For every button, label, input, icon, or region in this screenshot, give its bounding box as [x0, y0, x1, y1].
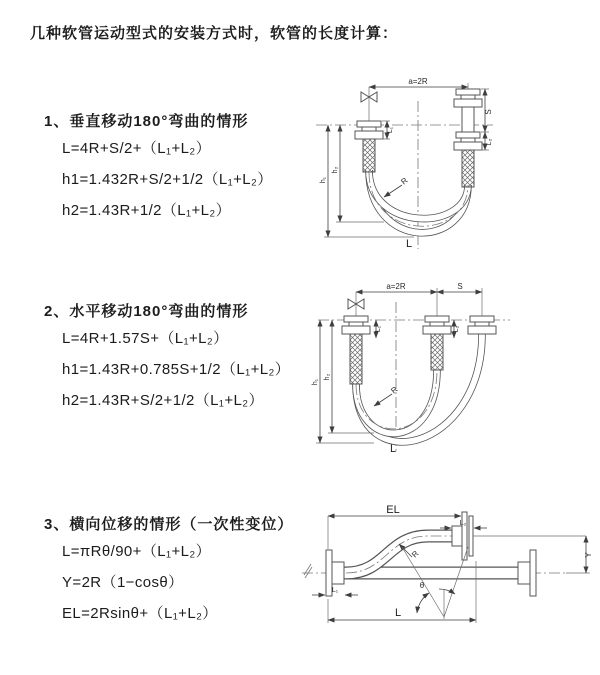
diagram-vertical-bend — [310, 75, 600, 260]
section-heading: 1、垂直移动180°弯曲的情形 — [44, 113, 249, 130]
dim-label-l2: L₂ — [453, 325, 460, 333]
dim-label-l1: L₁ — [387, 126, 394, 134]
diagram-vertical-bend-svg — [310, 75, 600, 255]
formula-length: L=πRθ/90+（L₁+L₂） — [62, 543, 211, 560]
dim-label-l1: L₁ — [375, 325, 382, 333]
dim-label-r: R — [410, 549, 421, 560]
dim-label-h1: h₁ — [312, 378, 319, 386]
section-horizontal-movement — [44, 300, 291, 409]
hose-u-bends — [356, 334, 482, 442]
dim-label-l1: L₁ — [331, 587, 339, 594]
dim-label-s: S — [457, 282, 463, 291]
dim-label-a2r: a=2R — [408, 77, 428, 86]
formula-h1: h1=1.43R+0.785S+1/2（L₁+L₂） — [62, 361, 291, 378]
section-lateral-displacement — [44, 513, 294, 622]
diagram-lateral-displacement — [298, 503, 598, 650]
dim-s — [437, 282, 482, 292]
radius-leader — [384, 176, 410, 197]
dim-l1 — [312, 587, 358, 595]
left-fitting — [355, 87, 383, 172]
dim-label-l2: L₂ — [486, 138, 493, 146]
dim-label-l2: L₂ — [459, 520, 467, 527]
dim-label-r: R — [389, 384, 400, 396]
formula-length: L=4R+1.57S+（L₁+L₂） — [62, 330, 229, 347]
angle-theta — [402, 547, 468, 619]
dim-label-h2: h₂ — [324, 373, 331, 381]
dim-a2r — [369, 77, 468, 89]
upper-flange — [452, 512, 586, 560]
section-heading: 2、水平移动180°弯曲的情形 — [44, 303, 249, 320]
braid-section — [350, 334, 362, 384]
dim-label-a2r: a=2R — [386, 282, 406, 291]
dim-label-r: R — [399, 175, 410, 187]
dim-l1 — [375, 320, 382, 338]
section-heading: 3、横向位移的情形（一次性变位） — [44, 516, 294, 533]
page-title: 几种软管运动型式的安装方式时，软管的长度计算： — [30, 25, 399, 42]
formula-length: L=4R+S/2+（L₁+L₂） — [62, 140, 212, 157]
right-flange — [518, 550, 536, 596]
formula-h1: h1=1.432R+S/2+1/2（L₁+L₂） — [62, 171, 273, 188]
dim-s-l2 — [475, 89, 493, 150]
diagram-horizontal-bend — [310, 280, 600, 465]
braid-section — [462, 150, 474, 187]
formula-h2: h2=1.43R+S/2+1/2（L₁+L₂） — [62, 392, 264, 409]
dim-label-h1: h₁ — [320, 176, 327, 184]
diagram-lateral-displacement-svg — [298, 503, 598, 645]
dim-label-theta: θ — [419, 581, 425, 590]
dim-l2 — [453, 320, 460, 338]
formula-h2: h2=1.43R+1/2（L₁+L₂） — [62, 202, 232, 219]
dim-l2 — [440, 520, 487, 528]
dim-label-l: L — [390, 443, 397, 455]
break-symbol — [304, 564, 312, 578]
braid-section — [363, 139, 375, 172]
right-fitting — [454, 89, 482, 187]
section-vertical-movement — [44, 110, 273, 219]
formula-y: Y=2R（1−cosθ） — [62, 574, 184, 591]
dim-label-s: S — [484, 109, 493, 115]
dim-label-h2: h₂ — [332, 166, 339, 174]
hose-u-bends — [369, 170, 468, 233]
right-fitting — [468, 288, 496, 334]
dim-label-y: Y — [584, 552, 593, 558]
diagram-horizontal-bend-svg — [310, 280, 600, 460]
dim-label-l: L — [394, 607, 402, 619]
dim-a2r — [356, 282, 437, 292]
middle-fitting — [423, 288, 451, 370]
braid-section — [431, 334, 443, 370]
dim-label-l: L — [406, 238, 413, 250]
dim-y — [566, 536, 593, 573]
left-fitting — [342, 292, 370, 384]
dim-label-el: EL — [386, 504, 400, 516]
formula-el: EL=2Rsinθ+（L₁+L₂） — [62, 605, 218, 622]
